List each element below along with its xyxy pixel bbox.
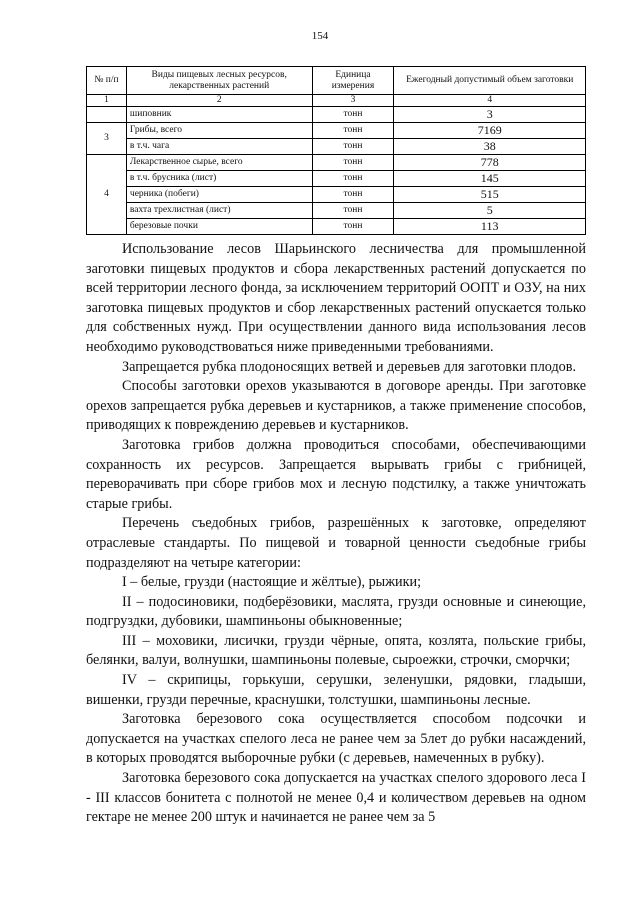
row-name: Лекарственное сырье, всего bbox=[126, 155, 312, 171]
table-row bbox=[87, 139, 586, 155]
row-unit: тонн bbox=[312, 203, 394, 219]
row-unit: тонн bbox=[312, 219, 394, 235]
row-name: в т.ч. чага bbox=[126, 139, 312, 155]
resources-table bbox=[86, 66, 586, 235]
table-row bbox=[87, 187, 586, 203]
row-volume: 3 bbox=[394, 107, 586, 123]
mushroom-category-4: IV – скрипицы, горькуши, серушки, зеленушки, рядовки, гладыши, вишенки, грузди перечные, краснушки, толстушки, шампиньоны лесные. bbox=[86, 672, 586, 708]
row-name: Грибы, всего bbox=[126, 123, 312, 139]
index-cell: 2 bbox=[126, 95, 312, 107]
header-unit: Единица измерения bbox=[312, 67, 394, 95]
row-volume: 5 bbox=[394, 203, 586, 219]
mushroom-category-1: I – белые, грузди (настоящие и жёлтые), рыжики; bbox=[122, 574, 422, 591]
row-name: шиповник bbox=[126, 107, 312, 123]
header-volume: Ежегодный допустимый объем заготовки bbox=[394, 67, 586, 95]
row-name: в т.ч. брусника (лист) bbox=[126, 171, 312, 187]
table-row bbox=[87, 219, 586, 235]
row-volume: 778 bbox=[394, 155, 586, 171]
row-num: 3 bbox=[87, 123, 127, 155]
row-unit: тонн bbox=[312, 171, 394, 187]
row-name: черника (побеги) bbox=[126, 187, 312, 203]
page-number: 154 bbox=[311, 30, 329, 42]
paragraph: Перечень съедобных грибов, разрешённых к заготовке, определяют отраслевые стандарты. По пищевой и товарной ценности съедобные грибы подразделяют на четыре категории: bbox=[86, 515, 586, 571]
row-unit: тонн bbox=[312, 139, 394, 155]
row-name: березовые почки bbox=[126, 219, 312, 235]
paragraph: Заготовка березового сока допускается на участках спелого здорового леса I - III классов бонитета с полнотой не менее 0,4 и количеством деревьев на одном гектаре не менее 200 штук и начинается не ранее чем за 5 bbox=[86, 770, 586, 826]
mushroom-category-2: II – подосиновики, подберёзовики, маслята, грузди основные и синеющие, подгруздки, дубовики, шампиньоны обыкновенные; bbox=[86, 593, 586, 630]
table-index-row bbox=[87, 95, 586, 107]
row-num: 4 bbox=[87, 155, 127, 235]
row-volume: 145 bbox=[394, 171, 586, 187]
row-volume: 38 bbox=[394, 139, 586, 155]
paragraph: Способы заготовки орехов указываются в договоре аренды. При заготовке орехов запрещается рубка деревьев и кустарников, а также применение способов, приводящих к повреждению деревьев и кустарников. bbox=[86, 378, 586, 434]
row-volume: 515 bbox=[394, 187, 586, 203]
row-unit: тонн bbox=[312, 123, 394, 139]
table-row bbox=[87, 123, 586, 139]
body-text bbox=[86, 240, 586, 828]
row-volume: 113 bbox=[394, 219, 586, 235]
row-volume: 7169 bbox=[394, 123, 586, 139]
table-row bbox=[87, 107, 586, 123]
row-num bbox=[87, 107, 127, 123]
row-name: вахта трехлистная (лист) bbox=[126, 203, 312, 219]
paragraph: Запрещается рубка плодоносящих ветвей и деревьев для заготовки плодов. bbox=[122, 358, 577, 375]
header-num: № п/п bbox=[87, 67, 127, 95]
paragraph: Использование лесов Шарьинского лесничества для промышленной заготовки пищевых продуктов и сбора лекарственных растений допускается по всей территории лесного фонда, за исключением территорий ООПТ и ОЗУ, на них заготовка пищевых продуктов и сбор лекарственных растений опускается только для собственных нужд. При осуществлении данного вида использования лесов необходимо руководствоваться ниже приведенными требованиями. bbox=[86, 241, 586, 355]
table-row bbox=[87, 171, 586, 187]
row-unit: тонн bbox=[312, 155, 394, 171]
paragraph: Заготовка березового сока осуществляется способом подсочки и допускается на участках спелого леса не ранее чем за 5лет до рубки насаждений, в которых проводятся выборочные рубки (с деревьев, намеченных в рубку). bbox=[86, 711, 586, 767]
table-row bbox=[87, 203, 586, 219]
mushroom-category-3: III – моховики, лисички, грузди чёрные, опята, козлята, польские грибы, белянки, валуи, волнушки, шампиньоны полевые, сыроежки, строчки, сморчки; bbox=[86, 632, 586, 669]
row-unit: тонн bbox=[312, 107, 394, 123]
index-cell: 3 bbox=[312, 95, 394, 107]
table-row bbox=[87, 155, 586, 171]
row-unit: тонн bbox=[312, 187, 394, 203]
paragraph: Заготовка грибов должна проводиться способами, обеспечивающими сохранность их ресурсов. Запрещается вырывать грибы с грибницей, переворачивать при сборе грибов мох и лесную подстилку, а также уничтожать старые грибы. bbox=[86, 436, 586, 512]
index-cell: 1 bbox=[87, 95, 127, 107]
index-cell: 4 bbox=[394, 95, 586, 107]
table-header-row bbox=[87, 67, 586, 95]
header-resource: Виды пищевых лесных ресурсов, лекарственных растений bbox=[126, 67, 312, 95]
